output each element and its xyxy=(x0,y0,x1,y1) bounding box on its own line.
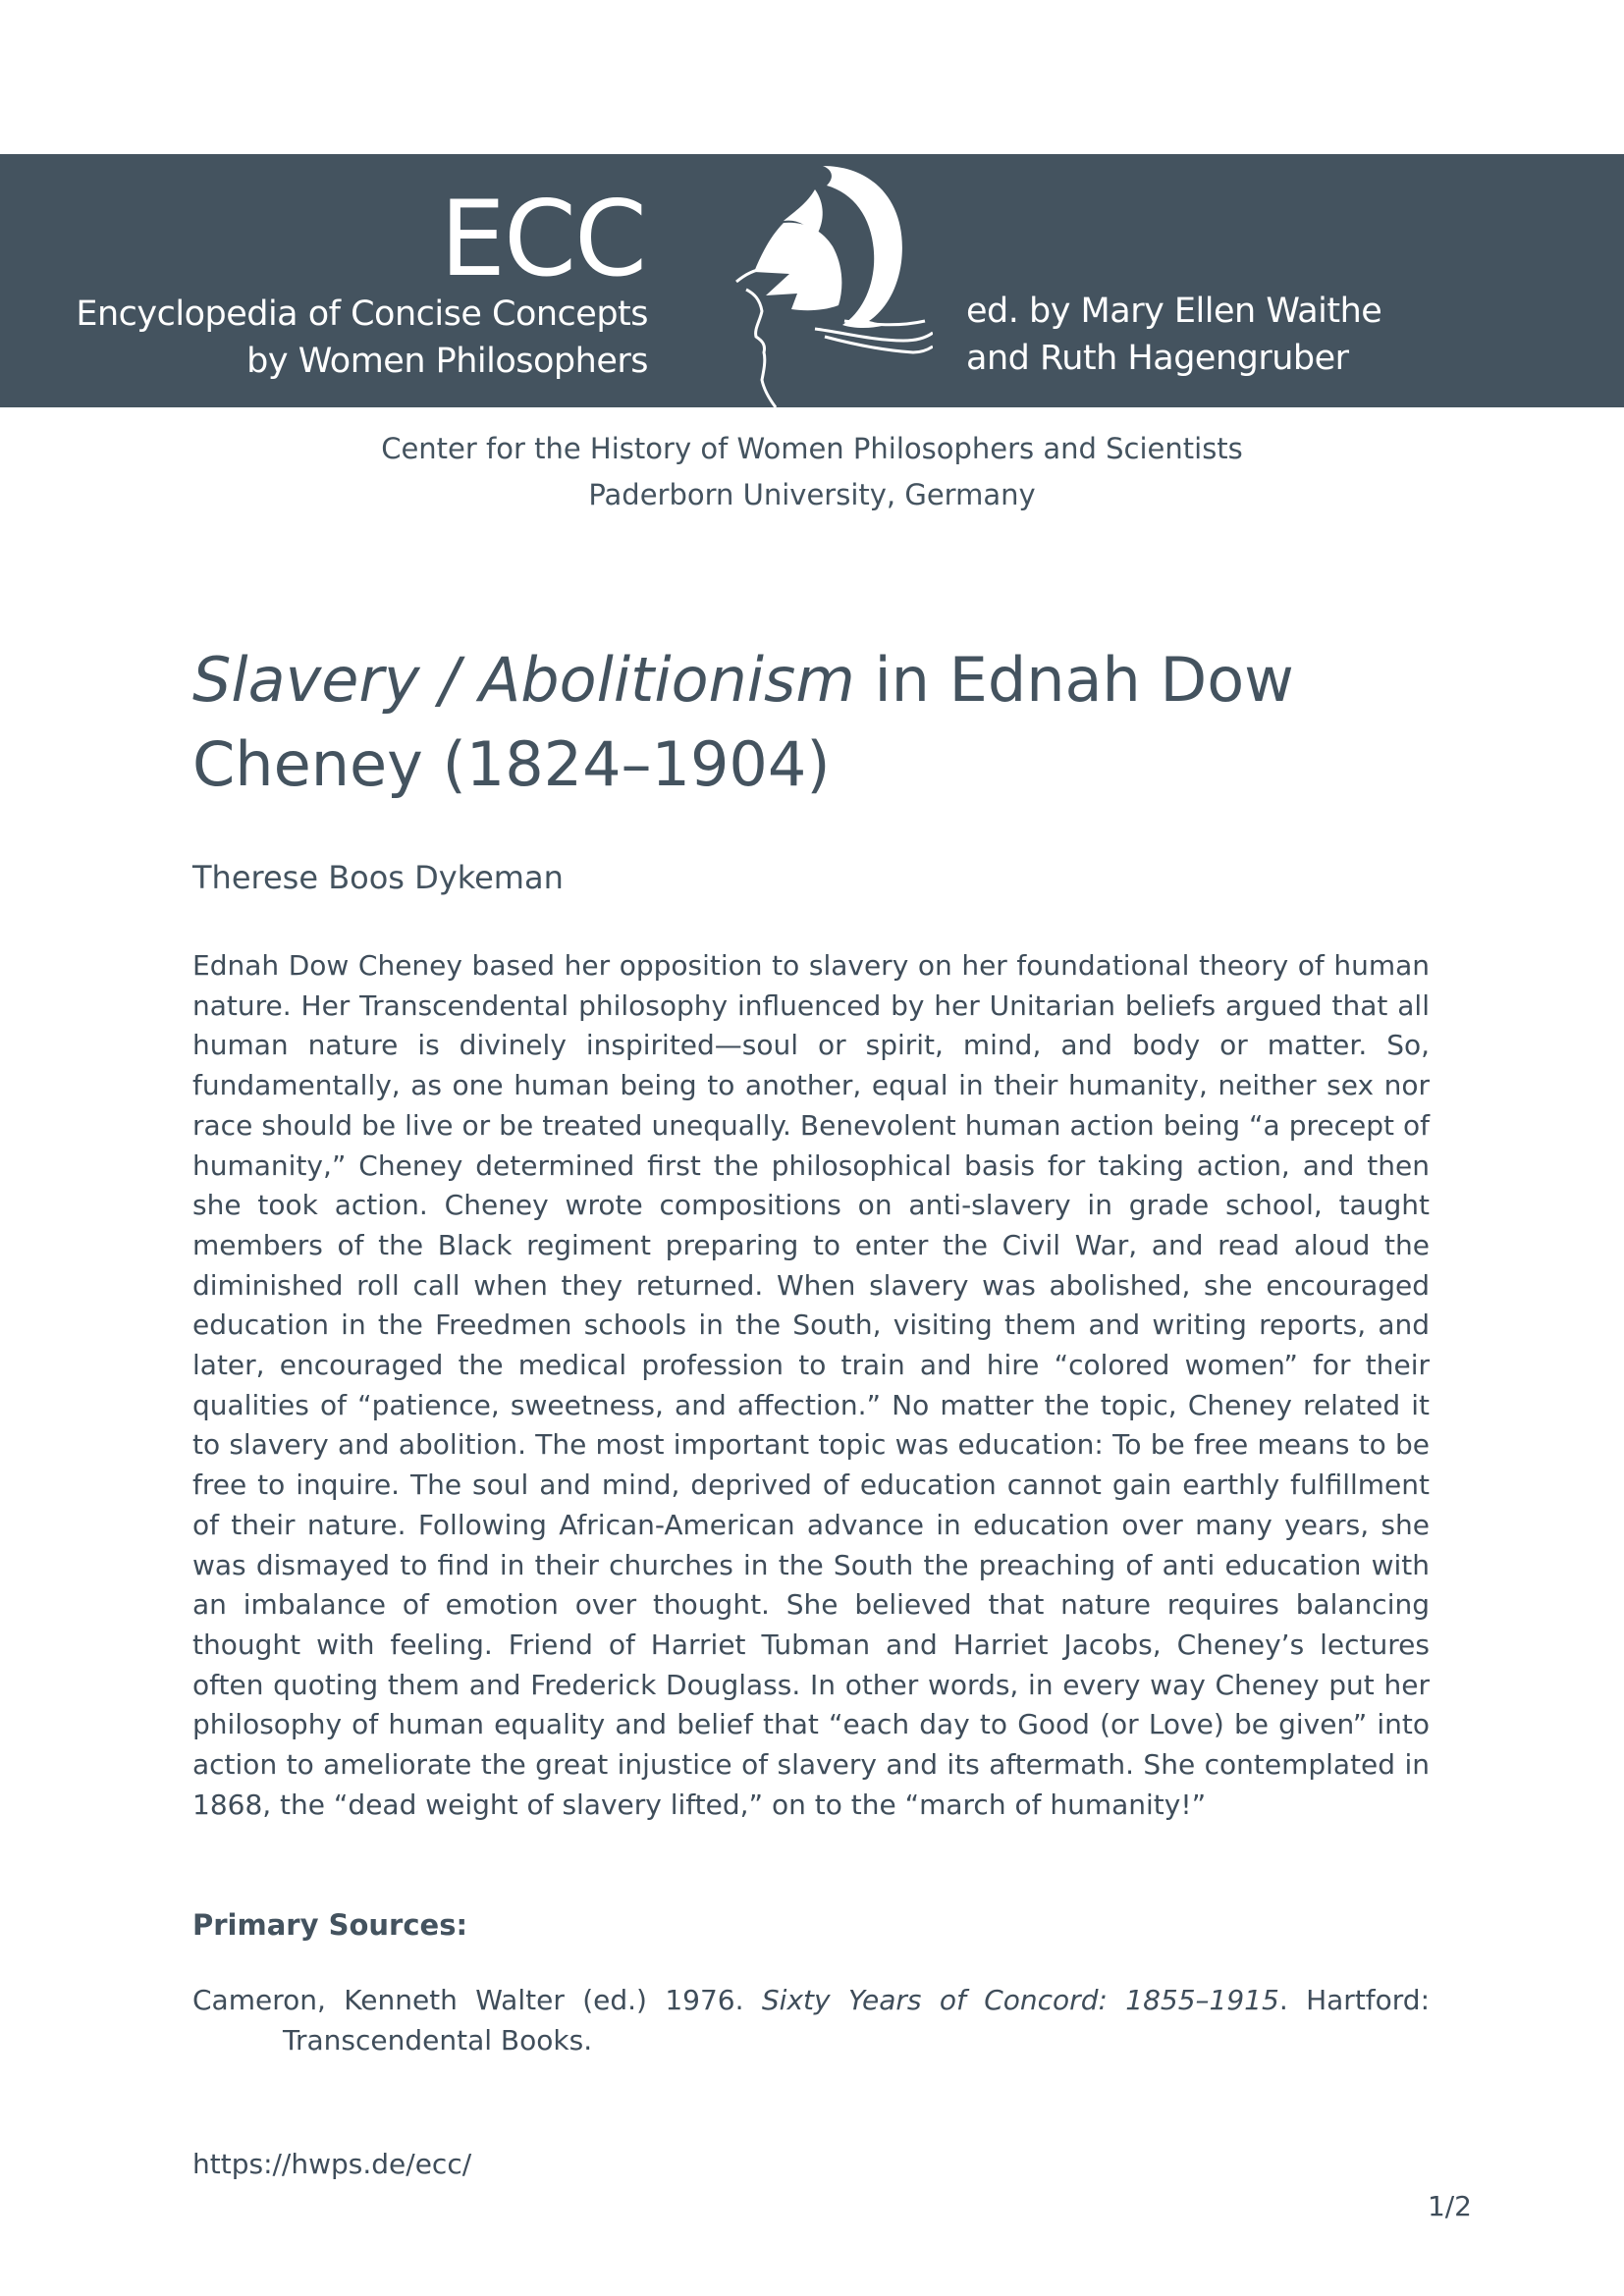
encyclopedia-title-line2: by Women Philosophers xyxy=(246,342,648,381)
page-number: 1/2 xyxy=(1427,2190,1472,2222)
source-entry xyxy=(192,1980,1430,2060)
article-author: Therese Boos Dykeman xyxy=(192,859,564,896)
header-banner xyxy=(0,154,1624,407)
primary-sources-heading: Primary Sources: xyxy=(192,1908,468,1942)
article-title-italic: Slavery / Abolitionism xyxy=(192,644,855,716)
article-title-rest: in Ednah Dow Cheney (1824–1904) xyxy=(192,644,1294,800)
source-entry-prefix: Cameron, Kenneth Walter (ed.) 1976. xyxy=(192,1984,762,2016)
institution-name: Center for the History of Women Philosophers and Scientists xyxy=(381,432,1243,465)
athena-helmet-profile-icon xyxy=(707,164,933,407)
source-entry-title: Sixty Years of Concord: 1855–1915 xyxy=(761,1984,1279,2016)
editors-line2: and Ruth Hagengruber xyxy=(966,339,1349,378)
ecc-acronym: ECC xyxy=(440,179,646,299)
source-entry-suffix: . Hartford: Transcendental Books. xyxy=(283,1984,1431,2056)
article-body: Ednah Dow Cheney based her opposition to slavery on her foundational theory of human nature. Her Transcendental philosophy influenced by her Unitarian beliefs argued that all human nature is divinely inspirited—soul or spirit, mind, and body or matter. So, fundamentally, as one human being to another, equal in their humanity, neither sex nor race should be live or be treated unequally. Benevolent human action being “a precept of humanity,” Cheney determined first the philosophical basis for taking action, and then she took action. Cheney wrote compositions on anti-slavery in grade school, taught members of the Black regiment preparing to enter the Civil War, and read aloud the diminished roll call when they returned. When slavery was abolished, she encouraged education in the Freedmen schools in the South, visiting them and writing reports, and later, encouraged the medical profession to train and hire “colored women” for their qualities of “patience, sweetness, and affection.” No matter the topic, Cheney related it to slavery and abolition. The most important topic was education: To be free means to be free to inquire. The soul and mind, deprived of education cannot gain earthly fulfillment of their nature. Following African-American advance in education over many years, she was dismayed to find in their churches in the South the preaching of anti education with an imbalance of emotion over thought. She believed that nature requires balancing thought with feeling. Friend of Harriet Tubman and Harriet Jacobs, Cheney’s lectures often quoting them and Frederick Douglass. In other words, in every way Cheney put her philosophy of human equality and belief that “each day to Good (or Love) be given” into action to ameliorate the great injustice of slavery and its aftermath. She contemplated in 1868, the “dead weight of slavery lifted,” on to the “march of humanity!” xyxy=(192,949,1430,1821)
footer-url-link[interactable]: https://hwps.de/ecc/ xyxy=(192,2148,472,2180)
article-title xyxy=(192,638,1469,807)
editors-line1: ed. by Mary Ellen Waithe xyxy=(966,292,1382,331)
institution-location: Paderborn University, Germany xyxy=(588,478,1036,511)
encyclopedia-title-line1: Encyclopedia of Concise Concepts xyxy=(76,294,648,334)
